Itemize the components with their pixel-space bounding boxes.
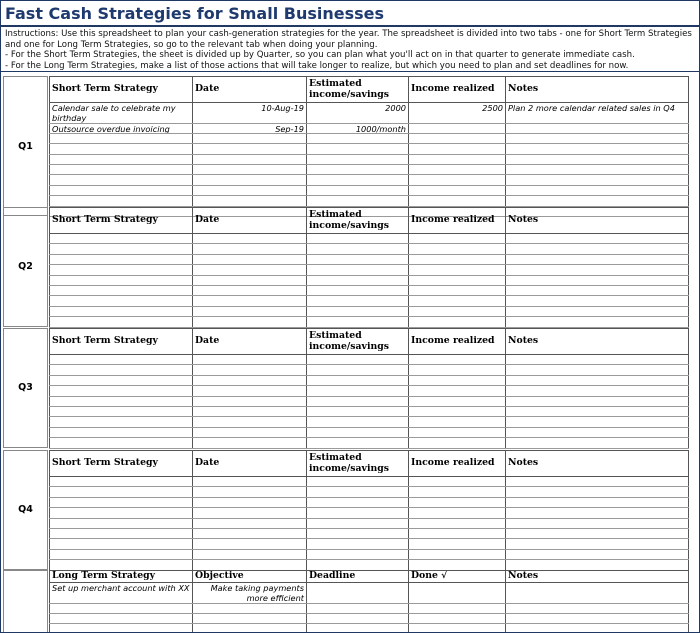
table-cell[interactable]: [306, 477, 408, 486]
table-cell[interactable]: [49, 487, 192, 496]
instruction-line: - For the Short Term Strategies, the sheet is divided up by Quarter, so you can plan what you'll act on in that quarter to generate immediate cash.: [5, 50, 635, 61]
table-row: [49, 624, 689, 633]
table-cell[interactable]: [49, 317, 192, 326]
table-cell[interactable]: [192, 428, 306, 437]
table-cell[interactable]: [49, 234, 192, 243]
table-header-row: [49, 208, 689, 234]
strategy-table: [49, 570, 689, 633]
table-cell[interactable]: [505, 144, 689, 153]
table-row: [49, 317, 689, 327]
table-cell[interactable]: [306, 244, 408, 253]
table-cell[interactable]: [505, 487, 689, 496]
table-cell[interactable]: [505, 155, 689, 164]
table-cell[interactable]: [192, 365, 306, 374]
long-term-label-cell: [3, 570, 48, 633]
column-header: Income realized: [408, 329, 505, 354]
table-cell[interactable]: [408, 539, 505, 548]
table-cell[interactable]: [306, 508, 408, 517]
quarter-label: Q3: [3, 328, 48, 448]
table-cell[interactable]: [408, 407, 505, 416]
table-cell[interactable]: [49, 428, 192, 437]
column-header: Income realized: [408, 208, 505, 233]
table-cell[interactable]: [505, 508, 689, 517]
table-cell[interactable]: [192, 376, 306, 385]
table-cell[interactable]: [306, 519, 408, 528]
table-cell[interactable]: [408, 417, 505, 426]
table-cell[interactable]: [49, 498, 192, 507]
table-cell[interactable]: [192, 417, 306, 426]
table-cell[interactable]: [408, 255, 505, 264]
table-row: [49, 165, 689, 175]
table-row: [49, 255, 689, 265]
table-cell[interactable]: Make taking payments more efficient: [192, 583, 306, 603]
table-cell[interactable]: [192, 134, 306, 143]
table-cell[interactable]: [306, 144, 408, 153]
table-cell[interactable]: [49, 307, 192, 316]
table-row: [49, 276, 689, 286]
table-cell[interactable]: [505, 186, 689, 195]
column-header: Notes: [505, 77, 689, 102]
column-header: Deadline: [306, 571, 408, 582]
table-cell[interactable]: [408, 144, 505, 153]
table-cell[interactable]: [505, 386, 689, 395]
table-cell[interactable]: [49, 355, 192, 364]
table-row: [49, 417, 689, 427]
table-row: [49, 487, 689, 497]
table-cell[interactable]: [408, 244, 505, 253]
table-header-row: [49, 571, 689, 583]
table-row: [49, 604, 689, 614]
table-cell[interactable]: [408, 276, 505, 285]
table-cell[interactable]: [505, 134, 689, 143]
table-row: [49, 265, 689, 275]
table-cell[interactable]: [49, 417, 192, 426]
table-cell[interactable]: [408, 508, 505, 517]
table-cell[interactable]: [192, 296, 306, 305]
table-cell[interactable]: [192, 487, 306, 496]
table-cell[interactable]: [192, 265, 306, 274]
table-row: [49, 296, 689, 306]
table-cell[interactable]: Set up merchant account with XX: [49, 583, 192, 603]
strategy-table: [49, 450, 689, 571]
table-cell[interactable]: [192, 244, 306, 253]
table-cell[interactable]: [408, 265, 505, 274]
table-cell[interactable]: [49, 604, 192, 613]
table-row: [49, 355, 689, 365]
table-cell[interactable]: [408, 614, 505, 623]
table-cell[interactable]: [408, 296, 505, 305]
table-cell[interactable]: [192, 186, 306, 195]
table-cell[interactable]: [408, 165, 505, 174]
table-cell[interactable]: [306, 355, 408, 364]
table-cell[interactable]: [505, 407, 689, 416]
table-cell[interactable]: [192, 307, 306, 316]
table-cell[interactable]: [505, 560, 689, 569]
table-cell[interactable]: [505, 498, 689, 507]
table-row: [49, 519, 689, 529]
table-row: [49, 386, 689, 396]
table-cell[interactable]: [306, 186, 408, 195]
table-cell[interactable]: [306, 317, 408, 326]
table-row: [49, 103, 689, 124]
quarter-label: Q2: [3, 207, 48, 327]
table-cell[interactable]: [306, 265, 408, 274]
table-cell[interactable]: [408, 124, 505, 133]
table-cell[interactable]: [306, 428, 408, 437]
table-cell[interactable]: [306, 550, 408, 559]
table-cell[interactable]: [306, 624, 408, 633]
table-cell[interactable]: [192, 508, 306, 517]
table-cell[interactable]: [505, 428, 689, 437]
table-cell[interactable]: [306, 539, 408, 548]
table-row: [49, 244, 689, 254]
table-cell[interactable]: [49, 196, 192, 205]
table-row: [49, 539, 689, 549]
strategy-table: [49, 328, 689, 449]
table-row: [49, 508, 689, 518]
table-cell[interactable]: [49, 614, 192, 623]
instruction-line: - For the Long Term Strategies, make a list of those actions that will take longer to realize, but which you need to plan and set deadlines for now.: [5, 60, 629, 71]
table-cell[interactable]: [49, 265, 192, 274]
table-cell[interactable]: [49, 550, 192, 559]
table-cell[interactable]: [408, 376, 505, 385]
table-cell[interactable]: [192, 165, 306, 174]
table-cell[interactable]: [408, 529, 505, 538]
table-cell[interactable]: [49, 407, 192, 416]
table-row: [49, 365, 689, 375]
table-cell[interactable]: [306, 487, 408, 496]
table-cell[interactable]: [408, 155, 505, 164]
table-header-row: [49, 451, 689, 477]
table-cell[interactable]: [408, 477, 505, 486]
table-cell[interactable]: [49, 365, 192, 374]
table-cell[interactable]: [505, 255, 689, 264]
table-row: [49, 529, 689, 539]
table-cell[interactable]: [192, 317, 306, 326]
table-row: [49, 477, 689, 487]
table-cell[interactable]: [408, 134, 505, 143]
quarter-label: Q1: [3, 76, 48, 216]
table-cell[interactable]: [505, 539, 689, 548]
instruction-line: Instructions: Use this spreadsheet to plan your cash-generation strategies for the year. The spreadsheet is divided into two tabs - one for Short Term Strategies and one for Long Term Strategies, so go to the relevant tab when doing your planning.: [5, 29, 692, 50]
quarter-label: Q4: [3, 450, 48, 570]
table-cell[interactable]: [306, 234, 408, 243]
table-cell[interactable]: [505, 286, 689, 295]
table-cell[interactable]: [306, 560, 408, 569]
table-cell[interactable]: [192, 604, 306, 613]
table-cell[interactable]: [505, 276, 689, 285]
page-title: Fast Cash Strategies for Small Businesses: [1, 1, 699, 27]
table-cell[interactable]: [49, 276, 192, 285]
table-cell[interactable]: [192, 477, 306, 486]
table-cell[interactable]: [49, 165, 192, 174]
table-cell[interactable]: [192, 386, 306, 395]
table-cell[interactable]: [306, 276, 408, 285]
table-row: [49, 186, 689, 196]
table-cell[interactable]: [306, 397, 408, 406]
table-cell[interactable]: [192, 407, 306, 416]
table-cell[interactable]: [192, 539, 306, 548]
table-cell[interactable]: [192, 286, 306, 295]
table-row: [49, 550, 689, 560]
table-row: [49, 438, 689, 448]
table-cell[interactable]: [306, 165, 408, 174]
column-header: Date: [192, 77, 306, 102]
table-row: [49, 376, 689, 386]
table-cell[interactable]: [192, 614, 306, 623]
table-cell[interactable]: [408, 604, 505, 613]
column-header: Estimated income/savings: [306, 208, 408, 233]
table-cell[interactable]: [408, 583, 505, 603]
table-cell[interactable]: [49, 296, 192, 305]
column-header: Date: [192, 208, 306, 233]
column-header: Date: [192, 451, 306, 476]
table-row: [49, 397, 689, 407]
table-cell[interactable]: [505, 196, 689, 205]
table-row: [49, 124, 689, 134]
table-cell[interactable]: [49, 155, 192, 164]
column-header: Estimated income/savings: [306, 77, 408, 102]
table-row: [49, 614, 689, 624]
table-cell[interactable]: [49, 529, 192, 538]
table-cell[interactable]: 2500: [408, 103, 505, 123]
table-cell[interactable]: [408, 186, 505, 195]
table-cell[interactable]: [408, 624, 505, 633]
column-header: Income realized: [408, 451, 505, 476]
table-cell[interactable]: [306, 583, 408, 603]
table-row: [49, 286, 689, 296]
table-cell[interactable]: [49, 539, 192, 548]
table-row: [49, 155, 689, 165]
table-cell[interactable]: 2000: [306, 103, 408, 123]
column-header: Notes: [505, 571, 689, 582]
table-cell[interactable]: [505, 376, 689, 385]
table-cell[interactable]: [408, 365, 505, 374]
table-cell[interactable]: [408, 196, 505, 205]
table-cell[interactable]: [408, 397, 505, 406]
column-header: Income realized: [408, 77, 505, 102]
table-cell[interactable]: [505, 614, 689, 623]
table-header-row: [49, 329, 689, 355]
table-cell[interactable]: [306, 365, 408, 374]
table-cell[interactable]: [49, 255, 192, 264]
table-cell[interactable]: Outsource overdue invoicing: [49, 124, 192, 133]
table-cell[interactable]: [49, 286, 192, 295]
table-row: [49, 583, 689, 604]
column-header: Estimated income/savings: [306, 451, 408, 476]
table-row: [49, 196, 689, 206]
table-cell[interactable]: [306, 255, 408, 264]
table-row: [49, 428, 689, 438]
table-row: [49, 134, 689, 144]
table-cell[interactable]: [49, 624, 192, 633]
table-cell[interactable]: [505, 124, 689, 133]
column-header: Short Term Strategy: [49, 208, 192, 233]
table-cell[interactable]: [505, 438, 689, 447]
table-cell[interactable]: [306, 498, 408, 507]
table-cell[interactable]: [49, 560, 192, 569]
table-cell[interactable]: [192, 155, 306, 164]
table-row: [49, 560, 689, 570]
table-cell[interactable]: [306, 175, 408, 184]
table-cell[interactable]: [505, 175, 689, 184]
table-cell[interactable]: [306, 614, 408, 623]
table-cell[interactable]: [505, 583, 689, 603]
column-header: Date: [192, 329, 306, 354]
table-cell[interactable]: [49, 386, 192, 395]
table-cell[interactable]: [306, 376, 408, 385]
table-cell[interactable]: [306, 407, 408, 416]
table-cell[interactable]: [49, 376, 192, 385]
table-cell[interactable]: Plan 2 more calendar related sales in Q4: [505, 103, 689, 123]
table-cell[interactable]: [408, 519, 505, 528]
table-cell[interactable]: [306, 386, 408, 395]
table-cell[interactable]: [306, 307, 408, 316]
table-cell[interactable]: Calendar sale to celebrate my birthday: [49, 103, 192, 123]
table-cell[interactable]: [505, 417, 689, 426]
table-cell[interactable]: [505, 296, 689, 305]
strategy-table: [49, 76, 689, 217]
table-cell[interactable]: [192, 144, 306, 153]
table-cell[interactable]: [408, 498, 505, 507]
table-cell[interactable]: [408, 286, 505, 295]
table-cell[interactable]: [49, 175, 192, 184]
table-cell[interactable]: [49, 397, 192, 406]
table-cell[interactable]: [192, 438, 306, 447]
table-cell[interactable]: [306, 286, 408, 295]
table-cell[interactable]: [192, 550, 306, 559]
table-cell[interactable]: [408, 487, 505, 496]
table-cell[interactable]: [505, 477, 689, 486]
table-cell[interactable]: [408, 317, 505, 326]
instructions: [1, 27, 699, 72]
table-cell[interactable]: [192, 234, 306, 243]
column-header: Short Term Strategy: [49, 451, 192, 476]
table-cell[interactable]: [505, 365, 689, 374]
table-cell[interactable]: [505, 165, 689, 174]
table-row: [49, 407, 689, 417]
table-cell[interactable]: [505, 244, 689, 253]
table-cell[interactable]: [306, 438, 408, 447]
table-cell[interactable]: [192, 175, 306, 184]
table-cell[interactable]: [49, 144, 192, 153]
column-header: Estimated income/savings: [306, 329, 408, 354]
table-cell[interactable]: [408, 428, 505, 437]
table-cell[interactable]: [505, 265, 689, 274]
table-cell[interactable]: [505, 355, 689, 364]
table-cell[interactable]: [505, 529, 689, 538]
table-cell[interactable]: [306, 296, 408, 305]
table-cell[interactable]: [505, 317, 689, 326]
table-cell[interactable]: [408, 386, 505, 395]
table-row: [49, 144, 689, 154]
table-cell[interactable]: [505, 550, 689, 559]
table-cell[interactable]: [408, 438, 505, 447]
table-header-row: [49, 77, 689, 103]
table-cell[interactable]: [306, 196, 408, 205]
table-cell[interactable]: [192, 276, 306, 285]
table-cell[interactable]: 1000/month: [306, 124, 408, 133]
table-cell[interactable]: [306, 417, 408, 426]
table-row: [49, 234, 689, 244]
table-cell[interactable]: [192, 560, 306, 569]
table-cell[interactable]: 10-Aug-19: [192, 103, 306, 123]
table-row: [49, 498, 689, 508]
table-cell[interactable]: [505, 624, 689, 633]
column-header: Objective: [192, 571, 306, 582]
table-cell[interactable]: [306, 155, 408, 164]
table-cell[interactable]: [505, 604, 689, 613]
table-cell[interactable]: [192, 519, 306, 528]
column-header: Notes: [505, 208, 689, 233]
table-cell[interactable]: [192, 255, 306, 264]
table-cell[interactable]: [505, 307, 689, 316]
table-row: [49, 307, 689, 317]
table-cell[interactable]: [192, 397, 306, 406]
table-cell[interactable]: [49, 186, 192, 195]
table-cell[interactable]: [408, 560, 505, 569]
column-header: Notes: [505, 451, 689, 476]
table-cell[interactable]: [49, 438, 192, 447]
column-header: Short Term Strategy: [49, 329, 192, 354]
table-cell[interactable]: [192, 196, 306, 205]
table-cell[interactable]: [408, 355, 505, 364]
column-header: Long Term Strategy: [49, 571, 192, 582]
table-cell[interactable]: [49, 477, 192, 486]
table-cell[interactable]: [408, 175, 505, 184]
table-cell[interactable]: [505, 234, 689, 243]
table-cell[interactable]: [408, 550, 505, 559]
table-cell[interactable]: [49, 134, 192, 143]
table-cell[interactable]: [49, 519, 192, 528]
strategy-table: [49, 207, 689, 328]
column-header: Done √: [408, 571, 505, 582]
table-row: [49, 175, 689, 185]
table-cell[interactable]: Sep-19: [192, 124, 306, 133]
column-header: Notes: [505, 329, 689, 354]
table-cell[interactable]: [49, 244, 192, 253]
table-cell[interactable]: [306, 604, 408, 613]
column-header: Short Term Strategy: [49, 77, 192, 102]
table-cell[interactable]: [306, 134, 408, 143]
table-cell[interactable]: [192, 355, 306, 364]
table-cell[interactable]: [505, 519, 689, 528]
table-cell[interactable]: [505, 397, 689, 406]
table-cell[interactable]: [192, 498, 306, 507]
table-cell[interactable]: [49, 508, 192, 517]
table-cell[interactable]: [408, 307, 505, 316]
table-cell[interactable]: [306, 529, 408, 538]
table-cell[interactable]: [192, 624, 306, 633]
table-cell[interactable]: [192, 529, 306, 538]
table-cell[interactable]: [408, 234, 505, 243]
